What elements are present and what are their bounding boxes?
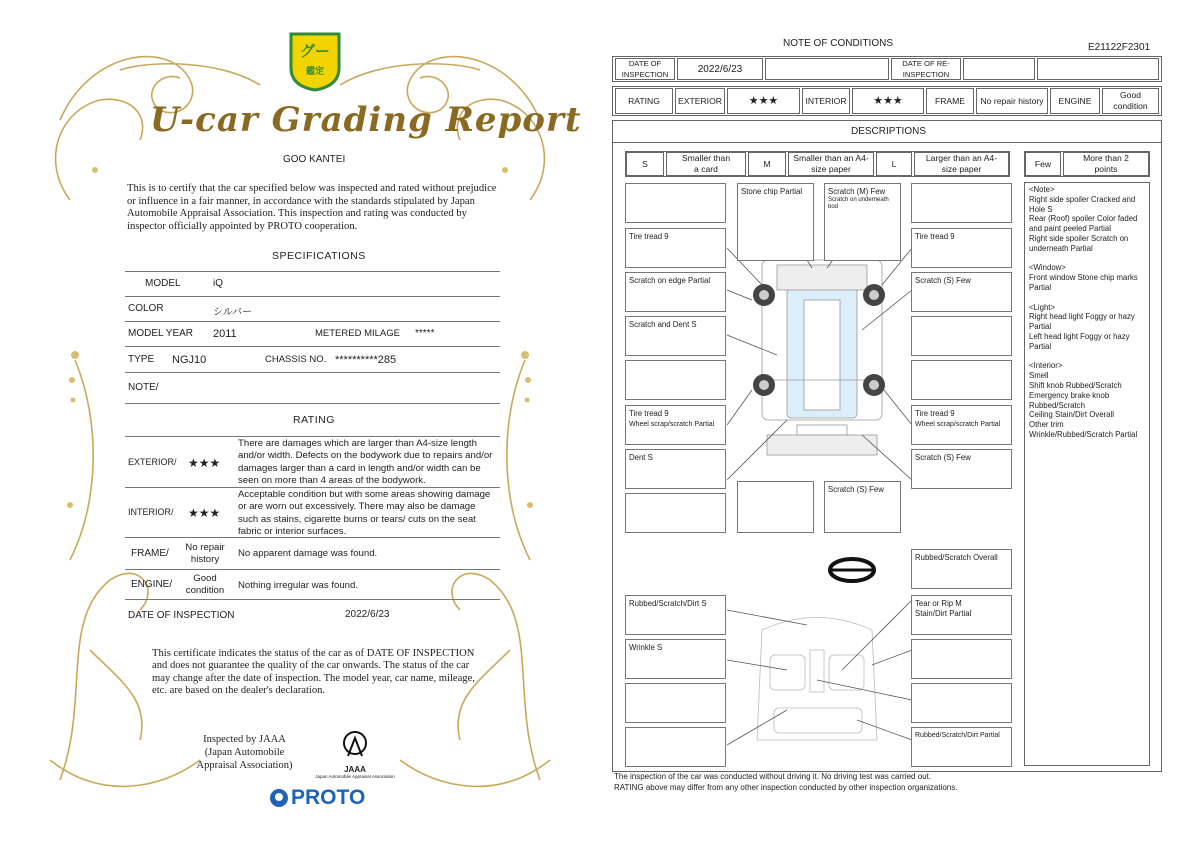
interior-box: Tear or Rip M Stain/Dirt Partial xyxy=(911,595,1012,635)
goo-kantei-badge xyxy=(287,30,343,92)
interior-box: Wrinkle S xyxy=(625,639,726,679)
type-value: NGJ10 xyxy=(172,354,207,366)
interior-box: Rubbed/Scratch/Dirt Partial xyxy=(911,727,1012,767)
badge-text-top: グー xyxy=(299,43,330,60)
year-row: MODEL YEAR 2011 METERED MILAGE ***** xyxy=(125,322,500,347)
footer-note-1: The inspection of the car was conducted without driving it. No driving test was carried out. xyxy=(614,772,932,781)
conditions-frame-value: No repair history xyxy=(976,88,1048,114)
certificate-disclaimer: This certificate indicates the status of the car as of DATE OF INSPECTION and does not guarantee the quality of the car onwards. The status of the car may change after the date of inspection. The model year, car name, mileage, etc. are based on the dealer's declaration. xyxy=(152,648,475,697)
interior-row: INTERIOR/ ★★★ xyxy=(125,488,500,538)
conditions-date-value: 2022/6/23 xyxy=(677,58,763,80)
proto-logo: PROTO xyxy=(268,785,365,811)
damage-box: Tire tread 9 Wheel scrap/scratch Partial xyxy=(625,405,726,445)
damage-box: Dent S xyxy=(625,449,726,489)
damage-box: Scratch (S) Few xyxy=(911,449,1012,489)
descriptions-heading: DESCRIPTIONS xyxy=(851,126,927,137)
interior-box: Rubbed/Scratch/Dirt S xyxy=(625,595,726,635)
interior-stars: ★★★ xyxy=(188,506,221,520)
damage-box: Stone chip Partial xyxy=(737,183,814,261)
damage-box: Scratch (S) Few xyxy=(911,272,1012,312)
specifications-heading: SPECIFICATIONS xyxy=(272,250,366,262)
model-row: MODEL iQ xyxy=(125,271,500,297)
chassis-value: **********285 xyxy=(335,354,397,366)
badge-text-bottom: 鑑定 xyxy=(305,66,324,76)
inspection-date-value: 2022/6/23 xyxy=(345,609,390,620)
interior-box: Rubbed/Scratch Overall xyxy=(911,549,1012,589)
frame-row: FRAME/ No repair history No apparent damage was found. xyxy=(125,538,500,570)
damage-box: Tire tread 9 xyxy=(625,228,726,268)
exterior-description: There are damages which are larger than A4-size length and/or width. Defects on the bodywork due to repairs and/or damages larger than a card in length and/or width can be seen on more than 4 areas of the bodywork. xyxy=(238,438,493,486)
jaaa-emblem-icon xyxy=(340,730,370,760)
damage-box: Scratch (M) Few Scratch on underneath bod xyxy=(824,183,901,261)
interior-box xyxy=(625,683,726,723)
damage-box xyxy=(911,316,1012,356)
damage-box xyxy=(911,360,1012,400)
certificate-intro: This is to certify that the car specified below was inspected and rated without prejudice or influence in a fair manner, in accordance with the standards stipulated by Japan Automobile Appraisal Association. This inspection and rating was conducted by inspector officially appointed by PROTO cooperation. xyxy=(127,183,497,232)
note-row: NOTE/ xyxy=(125,373,500,404)
damage-box: Tire tread 9 xyxy=(911,228,1012,268)
jaaa-logo: JAAA Japan Automobile Appraisal Association xyxy=(315,730,395,780)
model-year-value: 2011 xyxy=(213,328,237,340)
color-row: COLOR シルバー xyxy=(125,297,500,322)
rating-heading: RATING xyxy=(293,414,335,426)
model-value: iQ xyxy=(213,278,223,289)
interior-box xyxy=(911,639,1012,679)
date-row: DATE OF INSPECTION 2022/6/23 xyxy=(128,609,390,621)
engine-value: Good condition xyxy=(185,573,225,596)
damage-box xyxy=(737,481,814,533)
damage-box: Scratch on edge Partial xyxy=(625,272,726,312)
exterior-row: EXTERIOR/ ★★★ xyxy=(125,436,500,488)
type-row: TYPE NGJ10 CHASSIS NO. **********285 xyxy=(125,347,500,373)
conditions-interior-stars: ★★★ xyxy=(852,88,924,114)
damage-box: Scratch (S) Few xyxy=(824,481,901,533)
frame-value: No repair history xyxy=(185,542,225,565)
damage-box xyxy=(911,183,1012,223)
engine-row: ENGINE/ Good condition Nothing irregular was found. xyxy=(125,570,500,600)
report-subtitle: GOO KANTEI xyxy=(283,154,346,165)
interior-box xyxy=(625,727,726,767)
exterior-stars: ★★★ xyxy=(188,456,221,470)
inspected-by: Inspected by JAAA (Japan Automobile Appraisal Association) xyxy=(196,734,293,771)
damage-box xyxy=(625,183,726,223)
conditions-title: NOTE OF CONDITIONS xyxy=(783,38,893,49)
damage-box xyxy=(625,360,726,400)
interior-box xyxy=(911,683,1012,723)
footer-note-2: RATING above may differ from any other inspection conducted by other inspection organizations. xyxy=(614,783,958,792)
damage-box: Scratch and Dent S xyxy=(625,316,726,356)
condition-notes: <Note> Right side spoiler Cracked and Hole S Rear (Roof) spoiler Color faded and paint peeled Partial Right side spoiler Scratch on underneath Partial <Window> Front window Stone chip marks Partial <Light> Right head light Foggy or hazy Partial Left head light Foggy or hazy Partial <Interior> Smell Shift knob Rubbed/Scratch Emergency brake knob Rubbed/Scratch Ceiling Stain/Dirt Overall Other trim Wrinkle/Rubbed/Scratch Partial xyxy=(1024,182,1150,766)
damage-box xyxy=(625,493,726,533)
report-title: U-car Grading Report xyxy=(150,100,582,140)
conditions-exterior-stars: ★★★ xyxy=(727,88,800,114)
report-id: E21122F2301 xyxy=(1088,42,1151,53)
interior-description: Acceptable condition but with some areas showing damage or are worn out excessively. There may also be damage such as stains, cigarette burns or tears/ cuts on the seat fabric or interior surfaces. xyxy=(238,489,491,537)
damage-box: Tire tread 9 Wheel scrap/scratch Partial xyxy=(911,405,1012,445)
conditions-engine-value: Good condition xyxy=(1102,88,1159,114)
color-value: シルバー xyxy=(213,307,253,318)
proto-mark-icon xyxy=(268,787,290,809)
mileage-value: ***** xyxy=(415,328,435,339)
